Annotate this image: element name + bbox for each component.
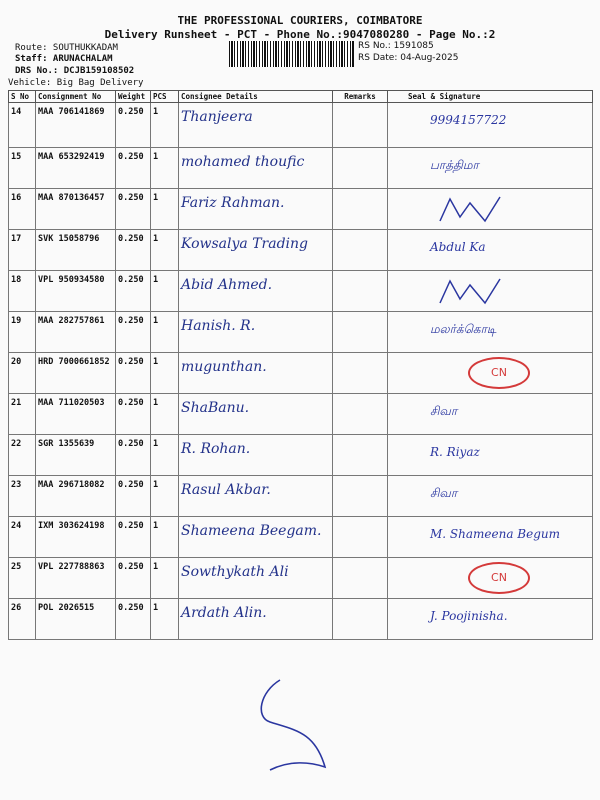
consignment-cell: POL 2026515 (36, 599, 116, 640)
remarks-cell (333, 230, 388, 271)
consignee-cell (179, 517, 333, 558)
consignee-cell (179, 189, 333, 230)
runsheet-subtitle: Delivery Runsheet - PCT - Phone No.:9047080280 - Page No.:2 (104, 28, 496, 41)
weight-cell: 0.250 (116, 435, 151, 476)
weight-cell: 0.250 (116, 148, 151, 189)
delivery-stamp: CN (468, 357, 530, 389)
pcs-cell: 1 (151, 271, 179, 312)
rs-number: RS No.: 1591085 (358, 41, 434, 51)
pcs-cell: 1 (151, 558, 179, 599)
signature-text: மலர்க்கொடி (430, 322, 497, 336)
signature-cell (388, 599, 593, 640)
pcs-cell: 1 (151, 189, 179, 230)
consignee-cell (179, 148, 333, 189)
table-row (9, 599, 593, 640)
col-weight: Weight (116, 91, 151, 103)
table-row (9, 394, 593, 435)
sno-cell: 25 (9, 558, 36, 599)
table-row (9, 103, 593, 148)
signature-cell (388, 271, 593, 312)
consignee-cell (179, 103, 333, 148)
route-label: Route: SOUTHUKKADAM (15, 43, 118, 53)
signature-cell (388, 312, 593, 353)
remarks-cell (333, 353, 388, 394)
table-row (9, 353, 593, 394)
consignee-name: Thanjeera (181, 109, 253, 125)
company-title: THE PROFESSIONAL COURIERS, COIMBATORE (177, 14, 423, 27)
consignee-cell (179, 271, 333, 312)
sno-cell: 19 (9, 312, 36, 353)
consignee-name: Ardath Alin. (181, 605, 267, 621)
consignee-cell (179, 599, 333, 640)
signature-text: சிவா (430, 404, 458, 418)
remarks-cell (333, 517, 388, 558)
consignment-cell: SVK 15058796 (36, 230, 116, 271)
sno-cell: 21 (9, 394, 36, 435)
table-row (9, 189, 593, 230)
remarks-cell (333, 435, 388, 476)
weight-cell: 0.250 (116, 599, 151, 640)
pcs-cell: 1 (151, 599, 179, 640)
pcs-cell: 1 (151, 476, 179, 517)
signature-mark (430, 275, 510, 307)
signature-scribble (240, 672, 350, 782)
consignment-cell: VPL 950934580 (36, 271, 116, 312)
consignee-name: mugunthan. (181, 359, 267, 375)
weight-cell: 0.250 (116, 558, 151, 599)
consignment-cell: MAA 653292419 (36, 148, 116, 189)
col-consignee: Consignee Details (179, 91, 333, 103)
table-header (9, 91, 593, 103)
consignment-cell: MAA 282757861 (36, 312, 116, 353)
signature-cell (388, 148, 593, 189)
pcs-cell: 1 (151, 517, 179, 558)
col-remarks: Remarks (333, 91, 388, 103)
consignment-cell: MAA 296718082 (36, 476, 116, 517)
remarks-cell (333, 599, 388, 640)
remarks-cell (333, 394, 388, 435)
weight-cell: 0.250 (116, 103, 151, 148)
signature-text: பாத்திமா (430, 158, 479, 172)
table-row (9, 435, 593, 476)
sno-cell: 17 (9, 230, 36, 271)
weight-cell: 0.250 (116, 230, 151, 271)
consignee-name: Kowsalya Trading (181, 236, 309, 252)
signature-cell (388, 517, 593, 558)
table-row (9, 148, 593, 189)
consignee-name: Shameena Beegam. (181, 523, 322, 539)
remarks-cell (333, 312, 388, 353)
col-consignment: Consignment No (36, 91, 116, 103)
weight-cell: 0.250 (116, 312, 151, 353)
consignment-cell: IXM 303624198 (36, 517, 116, 558)
signature-cell (388, 103, 593, 148)
weight-cell: 0.250 (116, 394, 151, 435)
remarks-cell (333, 103, 388, 148)
delivery-stamp: CN (468, 562, 530, 594)
table-row (9, 230, 593, 271)
consignee-name: R. Rohan. (181, 441, 251, 457)
consignee-cell (179, 394, 333, 435)
pcs-cell: 1 (151, 103, 179, 148)
consignee-cell (179, 558, 333, 599)
weight-cell: 0.250 (116, 189, 151, 230)
runsheet-table (8, 90, 593, 640)
consignment-cell: VPL 227788863 (36, 558, 116, 599)
col-sno: S No (9, 91, 36, 103)
consignee-name: Fariz Rahman. (181, 195, 285, 211)
signature-cell (388, 558, 593, 599)
remarks-cell (333, 189, 388, 230)
sno-cell: 23 (9, 476, 36, 517)
signature-cell (388, 476, 593, 517)
table-row (9, 476, 593, 517)
consignee-cell (179, 435, 333, 476)
consignee-cell (179, 312, 333, 353)
weight-cell: 0.250 (116, 476, 151, 517)
barcode (229, 41, 354, 67)
sno-cell: 16 (9, 189, 36, 230)
table-row (9, 517, 593, 558)
sno-cell: 15 (9, 148, 36, 189)
weight-cell: 0.250 (116, 353, 151, 394)
signature-cell (388, 435, 593, 476)
pcs-cell: 1 (151, 312, 179, 353)
rs-date: RS Date: 04-Aug-2025 (358, 53, 459, 63)
pcs-cell: 1 (151, 394, 179, 435)
signature-text: J. Poojinisha. (430, 609, 508, 623)
signature-cell (388, 394, 593, 435)
sno-cell: 14 (9, 103, 36, 148)
consignment-cell: HRD 7000661852 (36, 353, 116, 394)
consignment-cell: MAA 706141869 (36, 103, 116, 148)
consignee-name: ShaBanu. (181, 400, 250, 416)
table-row (9, 271, 593, 312)
table-row (9, 558, 593, 599)
remarks-cell (333, 271, 388, 312)
consignee-name: Hanish. R. (181, 318, 256, 334)
pcs-cell: 1 (151, 230, 179, 271)
sno-cell: 18 (9, 271, 36, 312)
pcs-cell: 1 (151, 435, 179, 476)
signature-text: Abdul Ka (430, 240, 486, 254)
remarks-cell (333, 148, 388, 189)
pcs-cell: 1 (151, 148, 179, 189)
consignee-name: Sowthykath Ali (181, 564, 289, 580)
weight-cell: 0.250 (116, 271, 151, 312)
signature-cell (388, 353, 593, 394)
remarks-cell (333, 558, 388, 599)
consignee-cell (179, 353, 333, 394)
pcs-cell: 1 (151, 353, 179, 394)
col-pcs: PCS (151, 91, 179, 103)
signature-text: சிவா (430, 486, 458, 500)
remarks-cell (333, 476, 388, 517)
consignee-name: mohamed thoufic (181, 154, 305, 170)
consignee-name: Abid Ahmed. (181, 277, 273, 293)
drs-number: DRS No.: DCJB159108502 (15, 66, 135, 76)
consignee-cell (179, 476, 333, 517)
signature-text: M. Shameena Begum (430, 527, 561, 541)
signature-cell (388, 189, 593, 230)
table-row (9, 312, 593, 353)
consignment-cell: MAA 711020503 (36, 394, 116, 435)
col-signature: Seal & Signature (388, 91, 593, 103)
consignment-cell: MAA 870136457 (36, 189, 116, 230)
signature-text: 9994157722 (430, 113, 507, 127)
sno-cell: 24 (9, 517, 36, 558)
sno-cell: 20 (9, 353, 36, 394)
signature-cell (388, 230, 593, 271)
sno-cell: 22 (9, 435, 36, 476)
vehicle-label: Vehicle: Big Bag Delivery (8, 78, 144, 88)
weight-cell: 0.250 (116, 517, 151, 558)
consignee-cell (179, 230, 333, 271)
signature-mark (430, 193, 510, 225)
sno-cell: 26 (9, 599, 36, 640)
consignment-cell: SGR 1355639 (36, 435, 116, 476)
staff-label: Staff: ARUNACHALAM (15, 54, 113, 64)
signature-text: R. Riyaz (430, 445, 480, 459)
consignee-name: Rasul Akbar. (181, 482, 271, 498)
